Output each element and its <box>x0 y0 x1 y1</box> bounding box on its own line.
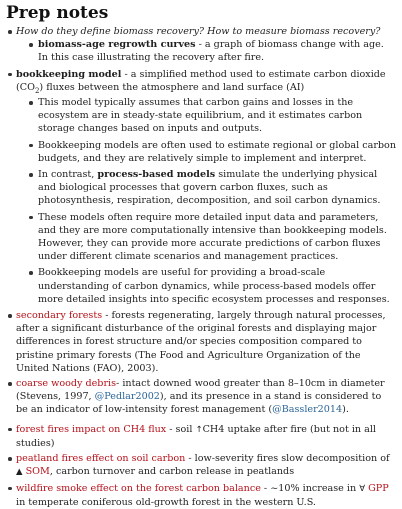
smoke-text-b: in temperate coniferous old-growth forest in the western U.S. <box>16 496 316 508</box>
cwd-text-b: ), and its presence in a stand is considered to be an indicator of low-intensity forest management ( <box>16 391 382 416</box>
point-3-text-a: In contrast, <box>38 169 98 181</box>
bookkeeping-point-4: These models often require more detailed input data and parameters, and they are more computationally intensive than bookkeeping models. However, they can provide more accurate predictions of carbon fluxes under different climate scenarios and management practices. <box>16 211 396 264</box>
citation-link-pedlar[interactable]: @Pedlar2002 <box>94 391 160 403</box>
term-regrowth: biomass-age regrowth curves <box>38 39 196 51</box>
bookkeeping-text-b: ) fluxes between the atmosphere and land surface (AI) <box>39 81 305 93</box>
ch4-text-a: - soil <box>166 423 196 435</box>
bookkeeping-point-3 <box>16 168 396 208</box>
cwd-text-c: ). <box>342 404 349 416</box>
citation-link-bassler[interactable]: @Bassler2014 <box>272 404 343 416</box>
term-wildfire-smoke[interactable]: wildfire smoke effect on the forest carbon balance <box>16 482 261 494</box>
page-title: Prep notes <box>6 3 109 23</box>
list-item-bookkeeping <box>6 68 396 306</box>
term-gpp[interactable]: GPP <box>368 482 389 494</box>
term-secondary-forests[interactable]: secondary forests <box>16 310 103 322</box>
sublist-question <box>16 38 396 64</box>
term-peatland-fires[interactable]: peatland fires effect on soil carbon <box>16 453 186 465</box>
regrowth-definition: - a graph of biomass change with age. In this case illustrating the recovery after fire. <box>38 39 384 64</box>
peat-text-a: - low-severity fires slow decomposition of <box>185 453 390 465</box>
smoke-text-a: - ~10% increase in <box>260 482 360 494</box>
bookkeeping-point-2: Bookkeeping models are often used to estimate regional or global carbon budgets, and they are relatively simple to implement and interpret. <box>16 139 396 165</box>
bookkeeping-text-a: - a simplified method used to estimate carbon dioxide (CO <box>16 68 386 93</box>
bookkeeping-point-1: This model typically assumes that carbon gains and losses in the ecosystem are in steady-state equilibrium, and it estimates carbon storage changes based on inputs and outputs. <box>16 96 396 136</box>
list-item-regrowth <box>16 38 396 64</box>
term-process-based: process-based models <box>97 169 216 181</box>
bookkeeping-point-5: Bookkeeping models are useful for providing a broad-scale understanding of carbon dynamics, while process-based models offer more detailed insights into specific ecosystem processes and responses. <box>16 266 396 306</box>
sublist-bookkeeping <box>16 96 396 306</box>
list-item-cwd <box>6 377 396 417</box>
term-bookkeeping: bookkeeping model <box>16 68 122 80</box>
list-item-question <box>6 25 396 65</box>
warning-triangle-icon: ▲ <box>16 467 23 478</box>
notes-list <box>6 25 396 509</box>
bookkeeping-subscript: 2 <box>34 86 40 95</box>
secondary-definition: - forests regenerating, largely through natural processes, after a significant disturbance of the original forests and displaying major differences in forest structure and/or species composition compared to pristine primary forests (The Food and Agriculture Organization of the United Nations (FAO), 2003). <box>16 310 386 374</box>
up-arrow-icon: ↑ <box>195 424 203 435</box>
list-item-peat <box>6 452 396 479</box>
question-text: How do they define biomass recovery? How to measure biomass recovery? <box>16 26 381 37</box>
term-som[interactable]: SOM <box>25 466 50 478</box>
list-item-smoke <box>6 482 396 509</box>
term-coarse-woody-debris[interactable]: coarse woody debris <box>16 378 117 390</box>
ch4-text-b: CH4 uptake after fire (but not in all studies) <box>16 423 377 449</box>
list-item-secondary <box>6 309 396 375</box>
point-3-text-b: simulate the underlying physical and biological processes that govern carbon fluxes, such as photosynthesis, respiration, decomposition, and soil carbon dynamics. <box>38 169 381 207</box>
for-all-icon: ∀ <box>359 483 366 494</box>
term-ch4-flux[interactable]: forest fires impact on CH4 flux <box>16 423 167 435</box>
cwd-text-a: - intact downed wood greater than 8–10cm in diameter (Stevens, 1997, <box>16 378 385 403</box>
list-item-ch4 <box>6 423 396 450</box>
peat-text-b: , carbon turnover and carbon release in peatlands <box>49 466 295 478</box>
